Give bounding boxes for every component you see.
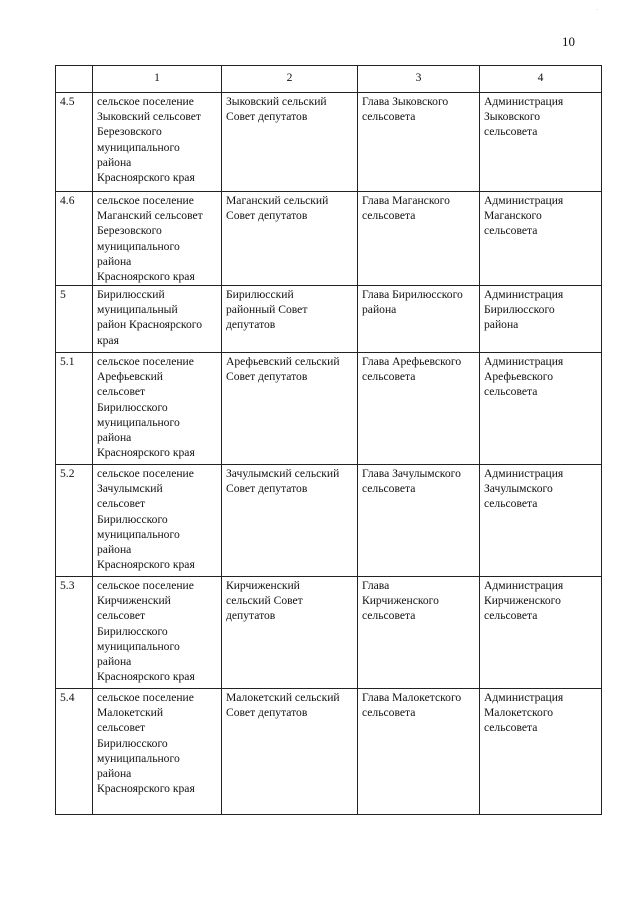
header-cell-3: 3 [358,66,480,93]
head-title: Глава Зачулымского сельсовета [362,467,461,496]
council-name: Маганский сельский Совет депутатов [226,194,329,223]
row-number: 5.4 [60,691,75,704]
table-row [56,286,602,353]
head-cell [358,689,480,815]
header-cell-4: 4 [480,66,602,93]
row-number-cell [56,577,93,689]
council-cell [222,689,358,815]
head-title: Глава Бирилюсского района [362,288,463,317]
row-number: 5.1 [60,355,75,368]
municipality-cell [93,192,222,286]
header-cell-2: 2 [222,66,358,93]
head-title: Глава Зыковского сельсовета [362,95,449,124]
council-name: Зачулымский сельский Совет депутатов [226,467,340,496]
municipality-cell [93,286,222,353]
municipality-cell [93,353,222,465]
administration-name: Администрация Кирчиженского сельсовета [484,579,564,623]
municipality-name: сельское поселение Арефьевский сельсовет Бирилюсского муниципального района Красноярского края [97,355,195,460]
council-name: Арефьевский сельский Совет депутатов [226,355,340,384]
head-title: Глава Арефьевского сельсовета [362,355,462,384]
header-cell-number [56,66,93,93]
municipality-name: сельское поселение Малокетский сельсовет Бирилюсского муниципального района Красноярского края [97,691,195,796]
administration-cell [480,93,602,192]
row-number: 5.3 [60,579,75,592]
table-row [56,689,602,815]
administration-cell [480,286,602,353]
council-cell [222,353,358,465]
municipality-cell [93,465,222,577]
table-row [56,465,602,577]
municipality-name: сельское поселение Зачулымский сельсовет Бирилюсского муниципального района Красноярского края [97,467,195,572]
council-name: Зыковский сельский Совет депутатов [226,95,327,124]
administration-cell [480,689,602,815]
municipal-bodies-table [55,65,602,815]
administration-cell [480,465,602,577]
head-cell [358,192,480,286]
council-name: Малокетский сельский Совет депутатов [226,691,340,720]
administration-name: Администрация Зыковского сельсовета [484,95,564,139]
administration-name: Администрация Зачулымского сельсовета [484,467,564,511]
head-title: Глава Кирчиженского сельсовета [362,579,439,623]
header-cell-1: 1 [93,66,222,93]
table-row [56,93,602,192]
administration-name: Администрация Арефьевского сельсовета [484,355,564,399]
row-number: 5.2 [60,467,75,480]
row-number-cell [56,353,93,465]
head-cell [358,465,480,577]
municipality-name: сельское поселение Кирчиженский сельсовет Бирилюсского муниципального района Красноярского края [97,579,195,684]
head-cell [358,353,480,465]
table-row [56,192,602,286]
council-name: Кирчиженский сельский Совет депутатов [226,579,303,623]
head-cell [358,93,480,192]
row-number-cell [56,93,93,192]
council-cell [222,192,358,286]
row-number: 4.5 [60,95,75,108]
head-title: Глава Малокетского сельсовета [362,691,462,720]
table-header-row [56,66,602,93]
head-title: Глава Маганского сельсовета [362,194,450,223]
council-cell [222,577,358,689]
row-number-cell [56,465,93,577]
administration-name: Администрация Маганского сельсовета [484,194,564,238]
row-number-cell [56,286,93,353]
page-number: 10 [562,34,575,49]
scan-artifact-mark: · [596,6,599,14]
head-cell [358,286,480,353]
table-row [56,577,602,689]
council-cell [222,465,358,577]
table-row [56,353,602,465]
municipality-name: Бирилюсский муниципальный район Красноярского края [97,288,203,347]
administration-cell [480,353,602,465]
council-cell [222,286,358,353]
council-name: Бирилюсский районный Совет депутатов [226,288,308,332]
row-number: 5 [60,288,66,301]
municipality-name: сельское поселение Зыковский сельсовет Березовского муниципального района Красноярского края [97,95,201,185]
administration-name: Администрация Малокетского сельсовета [484,691,564,735]
municipality-name: сельское поселение Маганский сельсовет Березовского муниципального района Красноярского края [97,194,203,284]
head-cell [358,577,480,689]
row-number-cell [56,689,93,815]
row-number: 4.6 [60,194,75,207]
municipality-cell [93,689,222,815]
administration-cell [480,577,602,689]
administration-name: Администрация Бирилюсского района [484,288,564,332]
row-number-cell [56,192,93,286]
municipality-cell [93,93,222,192]
administration-cell [480,192,602,286]
municipality-cell [93,577,222,689]
council-cell [222,93,358,192]
